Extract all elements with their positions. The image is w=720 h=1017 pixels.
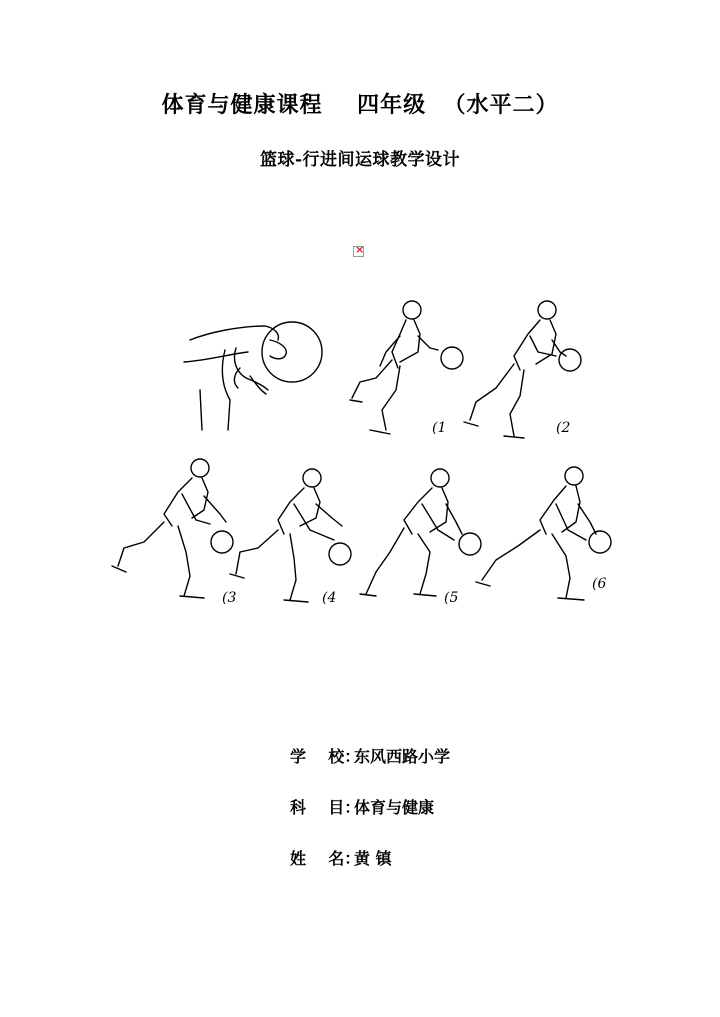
- subject-label: 科 目：: [290, 798, 361, 817]
- subject-value: 体育与健康: [354, 798, 435, 817]
- player-step-1: [350, 301, 463, 434]
- step-label-6: (6: [592, 576, 607, 592]
- player-step-3: [112, 459, 233, 598]
- step-label-4: (4: [322, 590, 337, 606]
- info-school: [290, 744, 450, 767]
- school-value: 东风西路小学: [354, 747, 451, 766]
- player-step-2: [464, 301, 581, 438]
- player-step-6: [476, 467, 611, 600]
- dribbling-illustration: [100, 290, 620, 630]
- school-label: 学 校：: [290, 747, 361, 766]
- name-value: 黄 镇: [354, 849, 392, 868]
- step-label-1: (1: [432, 420, 447, 436]
- page-subtitle: 篮球-行进间运球教学设计: [259, 150, 461, 170]
- step-label-5: (5: [444, 590, 459, 606]
- hands-holding-ball-drawing: [184, 322, 322, 430]
- info-name: [290, 846, 392, 869]
- step-label-3: (3: [222, 590, 237, 606]
- player-step-5: [360, 469, 481, 596]
- page-title: 体育与健康课程 四年级 （水平二）: [161, 92, 559, 118]
- step-label-2: (2: [556, 420, 571, 436]
- broken-image-icon: [353, 246, 364, 257]
- player-step-4: [230, 469, 351, 602]
- name-label: 姓 名：: [290, 849, 361, 868]
- info-subject: [290, 795, 434, 818]
